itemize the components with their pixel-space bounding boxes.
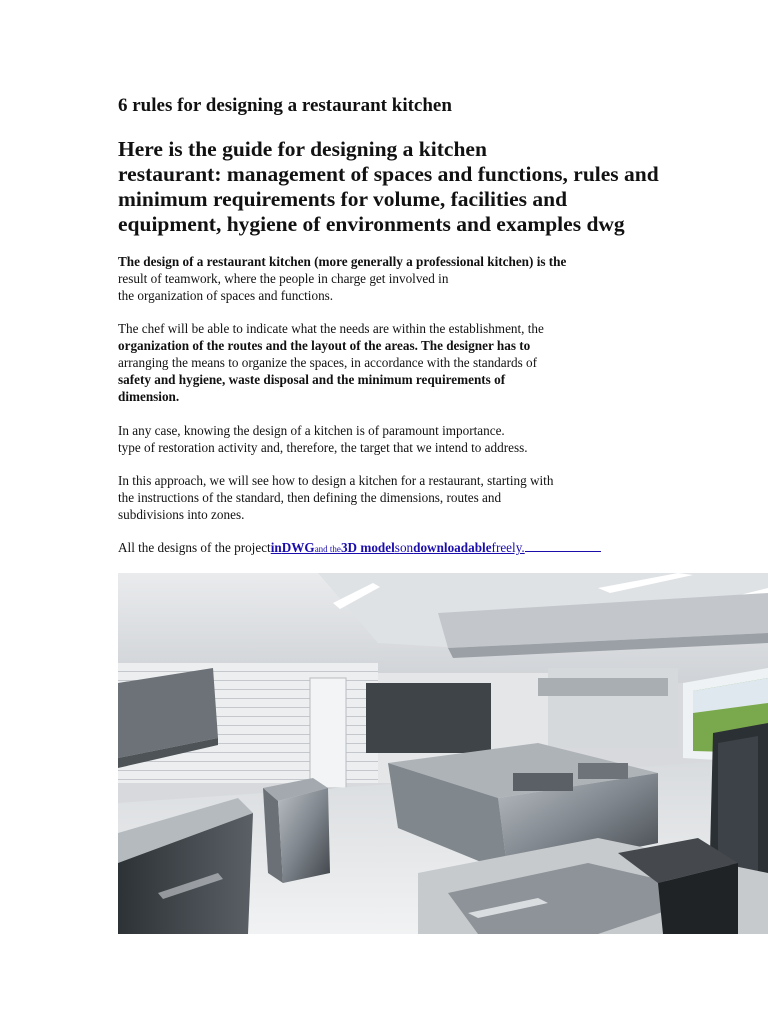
subtitle-line: Here is the guide for designing a kitchen [118,137,487,161]
3d-model-link[interactable]: 3D model [340,540,395,555]
paragraph-line: In any case, knowing the design of a kitchen is of paramount importance. [118,423,505,438]
paragraph-downloads [118,539,748,558]
subtitle-line: restaurant: management of spaces and functions, rules and [118,162,659,186]
paragraph-line: the instructions of the standard, then defining the dimensions, routes and [118,490,502,505]
paragraph-line: organization of the routes and the layout of the areas. The designer has to [118,338,531,353]
paragraph-line: dimension. [118,389,180,404]
page-title: 6 rules for designing a restaurant kitchen [118,95,452,116]
paragraph-line: type of restoration activity and, therefore, the target that we intend to address. [118,440,528,455]
on-link[interactable]: on [399,540,414,555]
paragraph-approach [118,472,748,523]
kitchen-render-illustration [118,573,768,934]
subtitle-line: equipment, hygiene of environments and examples dwg [118,212,625,236]
and-the-link[interactable]: and the [314,544,341,554]
s-link[interactable]: s [394,540,400,555]
in-link[interactable]: in [270,540,282,555]
link-underline [525,539,601,552]
downloadable-link[interactable]: downloadable [413,540,492,555]
subtitle-line: minimum requirements for volume, facilities and [118,187,568,211]
paragraph-chef [118,320,748,405]
paragraph-line: arranging the means to organize the spaces, in accordance with the standards of [118,355,538,370]
paragraph-line: In this approach, we will see how to design a kitchen for a restaurant, starting with [118,473,554,488]
kitchen-render-image [118,573,768,934]
paragraph-importance [118,422,748,456]
paragraph-line: The chef will be able to indicate what the needs are within the establishment, the [118,321,544,336]
paragraph-line [118,539,748,558]
dwg-link[interactable]: DWG [281,540,315,555]
paragraph-line: subdivisions into zones. [118,507,245,522]
paragraph-line: the organization of spaces and functions. [118,288,334,303]
article-subtitle [118,137,738,237]
paragraph-intro [118,253,748,304]
paragraph-line: The design of a restaurant kitchen (more generally a professional kitchen) is the [118,254,567,269]
freely-link[interactable]: freely. [491,540,525,555]
paragraph-line: result of teamwork, where the people in charge get involved in [118,271,449,286]
downloads-lead-text: All the designs of the project [118,540,271,555]
paragraph-line: safety and hygiene, waste disposal and the minimum requirements of [118,372,506,387]
